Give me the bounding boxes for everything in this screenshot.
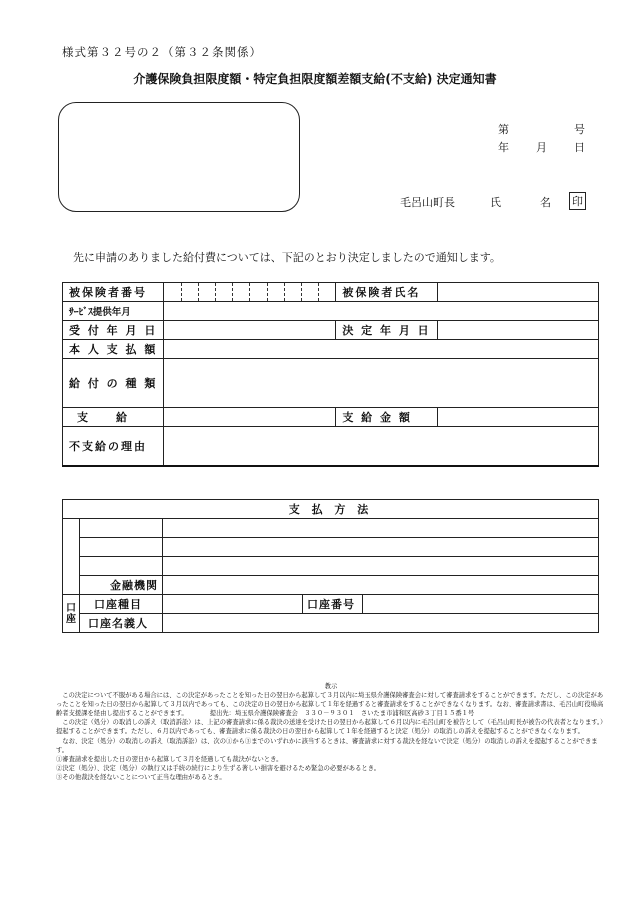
account-type-field[interactable] [163, 595, 303, 614]
account-label: 口座 [63, 595, 80, 633]
service-month-field[interactable] [164, 302, 599, 321]
payment-method-table [62, 499, 599, 633]
payment-option-label-2 [80, 538, 163, 557]
payment-option-label-3 [80, 557, 163, 576]
name-label-2: 名 [540, 196, 551, 209]
insured-name-field[interactable] [437, 283, 598, 302]
account-holder-field[interactable] [163, 614, 599, 633]
instruction-section [56, 682, 606, 782]
month-label: 月 [536, 141, 547, 154]
benefit-type-field[interactable] [164, 359, 599, 408]
payment-option-field-1[interactable] [163, 519, 599, 538]
address-window [58, 102, 300, 212]
payment-field[interactable] [164, 408, 336, 427]
bank-label: 金融機関 [80, 576, 163, 595]
non-payment-reason-label: 不支給の理由 [63, 427, 164, 467]
insured-number-label: 被保険者番号 [63, 283, 164, 302]
payment-option-label-1 [80, 519, 163, 538]
instruction-paragraph: この決定（処分）の取消しの訴え（取消訴訟）は、上記の審査請求に係る裁決の送達を受けた日の翌日から起算して６月以内に毛呂山町を被告として（毛呂山町長が被告の代表者となります。）提起することができます。ただし、６月以内であっても、審査請求に係る裁決の日の翌日から起算して１年を経過すると決定（処分）の取消しの訴えを提起することができなくなります。 [56, 719, 604, 736]
instruction-item: ②決定（処分）、決定（処分）の執行又は手続の続行により生ずる著しい損害を避けるため緊急の必要があるとき。 [56, 764, 381, 772]
account-holder-label: 口座名義人 [80, 614, 163, 633]
seal-mark: 印 [569, 192, 586, 210]
bank-field[interactable] [163, 576, 599, 595]
issuer-title: 毛呂山町長 [400, 196, 455, 209]
name-label-1: 氏 [490, 196, 501, 209]
payment-label: 支 給 [63, 408, 164, 427]
number-suffix: 号 [574, 123, 585, 136]
day-label: 日 [574, 141, 585, 154]
payment-amount-label: 支 給 金 額 [336, 408, 437, 427]
number-prefix: 第 [498, 123, 509, 136]
payment-blank-left [63, 519, 80, 595]
insured-number-boxes[interactable] [164, 283, 336, 302]
benefit-type-label: 給 付 の 種 類 [63, 359, 164, 408]
account-number-field[interactable] [363, 595, 599, 614]
year-label: 年 [498, 141, 509, 154]
decision-date-label: 決 定 年 月 日 [336, 321, 437, 340]
document-title: 介護保険負担限度額・特定負担限度額差額支給(不支給) 決定通知書 [133, 72, 497, 86]
account-number-label: 口座番号 [303, 595, 363, 614]
self-payment-field[interactable] [164, 340, 599, 359]
payment-option-field-3[interactable] [163, 557, 599, 576]
insured-name-label: 被保険者氏名 [336, 283, 437, 302]
instruction-item: ③その他裁決を経ないことについて正当な理由があるとき。 [56, 773, 226, 781]
instruction-paragraph: この決定について不服がある場合には、この決定があったことを知った日の翌日から起算して３月以内に埼玉県介護保険審査会に対して審査請求をすることができます。ただし、この決定があったことを知った日の翌日から起算して３月以内であっても、この決定の日の翌日から起算して１年を経過すると審査請求をすることができなくなります。なお、審査請求書は、毛呂山町役場高齢者支援課を経由し提出することができます。 提出先：埼玉県介護保険審査会 ３３０－９３０１ さいたま市浦和区高砂３丁目１５番１号 [56, 692, 604, 718]
form-number: 様式第３２号の２（第３２条関係） [62, 45, 262, 59]
instruction-item: ①審査請求を提出した日の翌日から起算して３月を経過しても裁決がないとき。 [56, 755, 283, 763]
payment-method-heading: 支 払 方 法 [63, 500, 599, 519]
service-month-label: ｻｰﾋﾞｽ提供年月 [63, 302, 164, 321]
decision-table [62, 282, 599, 467]
payment-amount-field[interactable] [437, 408, 598, 427]
account-type-label: 口座種目 [80, 595, 163, 614]
receipt-date-field[interactable] [164, 321, 336, 340]
self-payment-label: 本 人 支 払 額 [63, 340, 164, 359]
notice-text: 先に申請のありました給付費については、下記のとおり決定しましたので通知します。 [73, 251, 501, 264]
receipt-date-label: 受 付 年 月 日 [63, 321, 164, 340]
non-payment-reason-field[interactable] [164, 427, 599, 467]
instruction-heading: 教示 [324, 683, 338, 690]
decision-date-field[interactable] [437, 321, 598, 340]
payment-option-field-2[interactable] [163, 538, 599, 557]
instruction-paragraph: なお、決定（処分）の取消しの訴え（取消訴訟）は、次の①から③までのいずれかに該当するときは、審査請求に対する裁決を経ないで決定（処分）の取消しの訴えを提起することができます。 [56, 737, 598, 754]
